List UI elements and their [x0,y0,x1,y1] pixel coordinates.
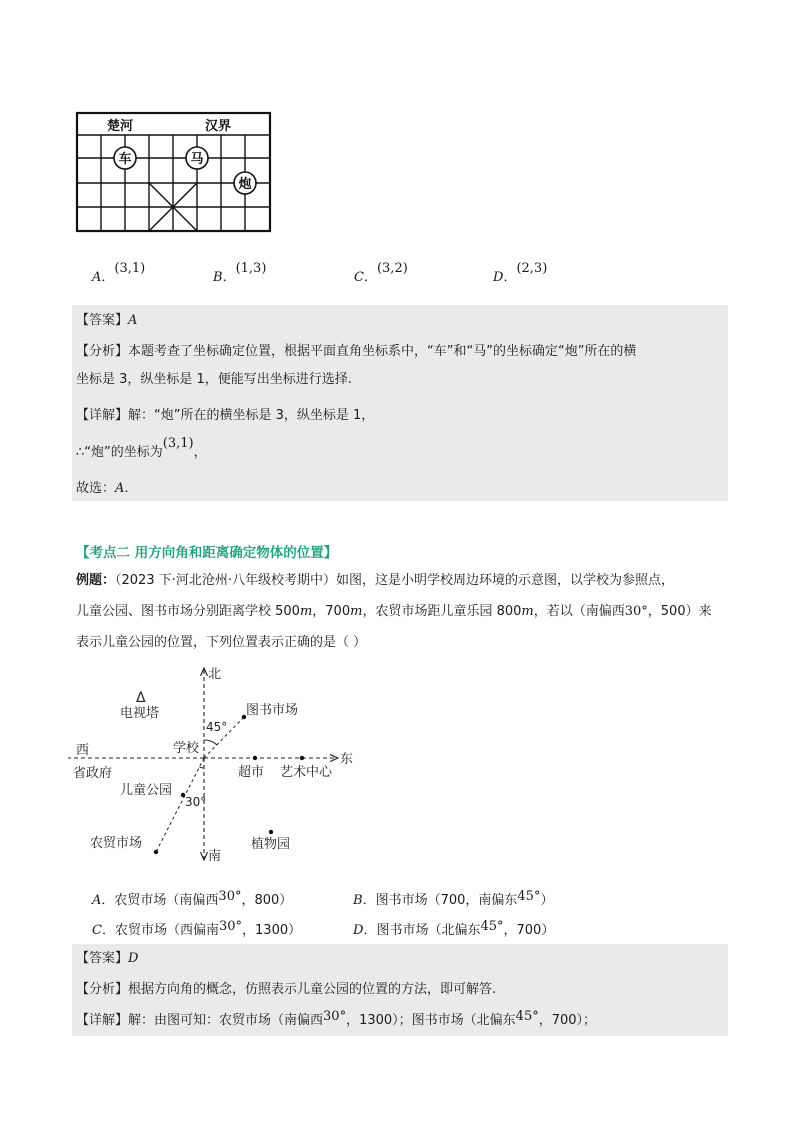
q1-answer-line: 【答案】A [76,313,138,328]
supermarket-label: 超市 [238,765,265,780]
q2-answer-line: 【答案】D [76,951,139,966]
gov-label: 省政府 [73,766,113,781]
q1-option-d: D．(2,3) [493,261,548,285]
childrens-park-label: 儿童公园 [120,783,173,798]
tv-tower-label: 电视塔 [120,706,160,721]
farm-market-label: 农贸市场 [90,836,143,851]
q1-option-b: B．(1,3) [213,261,267,285]
piece-ju [114,147,136,169]
angle-45-label: 45° [206,720,228,734]
farm-market-point [154,850,158,854]
q1-option-a: A．(3,1) [92,261,146,285]
q2-option-c: C．农贸市场（西偏南30°，1300） [92,919,302,938]
angle-30-label: 30° [185,795,207,809]
direction-map-figure [60,660,370,875]
art-center-point [300,756,304,760]
q1-choice-line: 故选：A. [76,481,129,496]
east-label: 东 [340,752,354,767]
piece-ju-label: 车 [118,152,132,167]
book-market-label: 图书市场 [246,703,299,718]
north-label: 北 [208,667,222,682]
art-center-label: 艺术中心 [280,765,333,780]
tv-tower-symbol: Δ [136,690,146,706]
south-label: 南 [208,849,222,864]
chess-board-figure [74,110,274,236]
piece-pao [234,172,256,194]
q2-option-d: D．图书市场（北偏东45°，700） [353,919,555,938]
chu-he-label: 楚河 [107,119,134,134]
section-heading: 【考点二 用方向角和距离确定物体的位置】 [76,545,338,561]
q2-option-a: A．农贸市场（南偏西30°，800） [92,889,293,908]
botanical-label: 植物园 [251,837,291,852]
example-line1: 例题：（2023 下·河北沧州·八年级校考期中）如图，这是小明学校周边环境的示意图，以学校为参照点， [76,573,674,588]
q1-option-c: C．(3,2) [354,261,408,285]
han-jie-label: 汉界 [205,119,232,134]
piece-ma-label: 马 [190,152,204,167]
q1-detail-line1: 【详解】解：“炮”所在的横坐标是 3，纵坐标是 1， [76,408,375,423]
example-line3: 表示儿童公园的位置，下列位置表示正确的是（ ） [76,635,367,650]
botanical-point [269,830,273,834]
piece-ma [186,147,208,169]
q2-option-b: B．图书市场（700，南偏东45°） [353,889,554,908]
q1-analysis-line1: 【分析】本题考查了坐标确定位置，根据平面直角坐标系中，“车”和“马”的坐标确定“炮”所在的横 [76,344,637,359]
school-label: 学校 [173,741,200,756]
q1-analysis-line2: 坐标是 3，纵坐标是 1，便能写出坐标进行选择. [76,372,352,387]
q1-detail-line2: ∴“炮”的坐标为(3,1)， [76,436,207,460]
west-label: 西 [76,743,90,758]
piece-pao-label: 炮 [238,177,252,192]
q2-detail-line: 【详解】解：由图可知：农贸市场（南偏西30°，1300）；图书市场（北偏东45°，700）； [76,1009,597,1028]
q1-answer-block [72,305,728,501]
q2-analysis-line: 【分析】根据方向角的概念，仿照表示儿童公园的位置的方法，即可解答. [76,982,497,997]
supermarket-point [253,756,257,760]
example-line2: 儿童公园、图书市场分别距离学校 500m，700m，农贸市场距儿童乐园 800m，若以（南偏西30°，500）来 [76,604,712,619]
